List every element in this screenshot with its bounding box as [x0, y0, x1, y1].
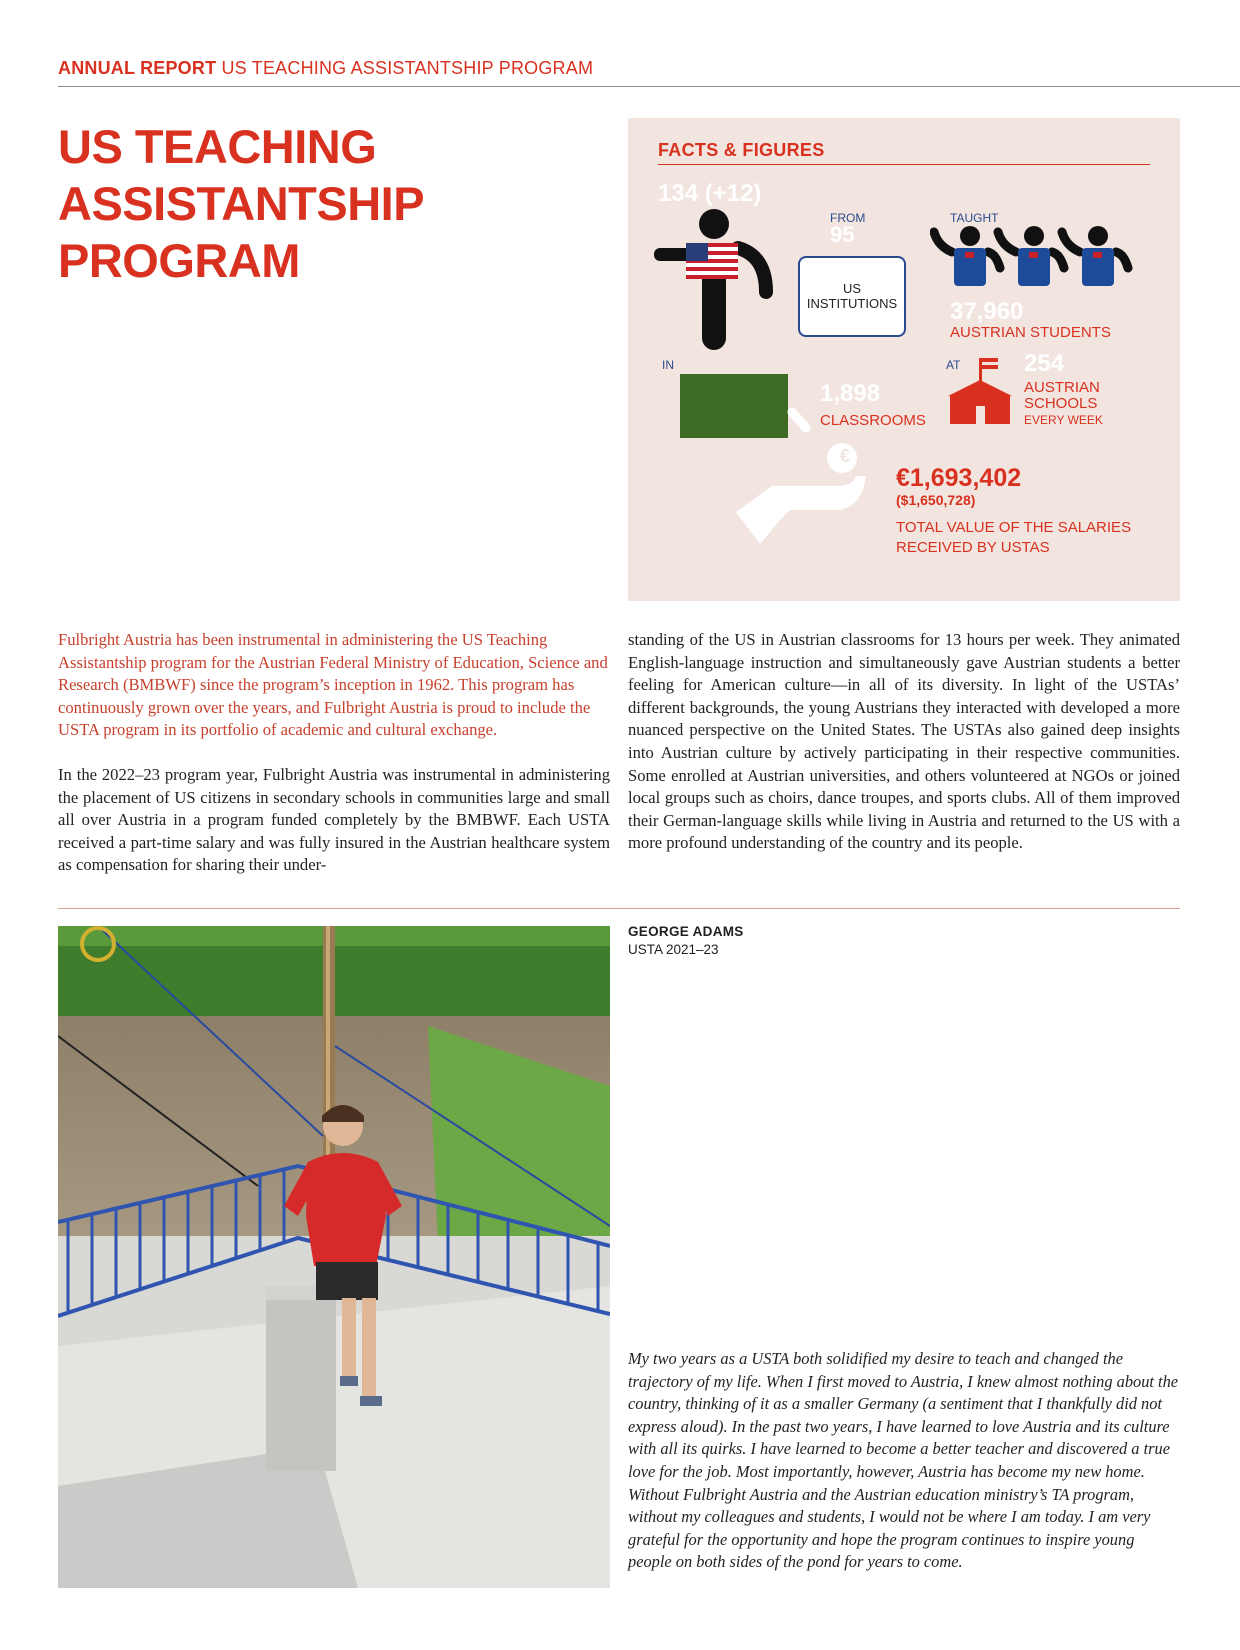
header-label-bold: ANNUAL REPORT	[58, 58, 217, 78]
schools-count: 254	[1024, 350, 1065, 377]
testimonial-role: USTA 2021–23	[628, 942, 719, 957]
school-icon	[946, 356, 1018, 426]
schools-label-1: AUSTRIAN	[1024, 379, 1100, 396]
euro-symbol: €	[839, 446, 850, 466]
section-divider	[58, 908, 1180, 909]
institutions-box	[798, 256, 906, 337]
schools-label-2: SCHOOLS	[1024, 395, 1098, 412]
page-title	[58, 118, 578, 289]
body-paragraph-2: standing of the US in Austrian classrooms for 13 hours per week. They animated English-language instruction and simultaneously gave Austrian students a better feeling for American culture—in all of its diversity. In light of the USTAs’ different backgrounds, the young Austrians they interacted with developed a more nuanced perspective on the United States. The USTAs also gained deep insights into Austrian culture by actively participating in their respective communities. Some enrolled at Austrian universities, and others volunteered at NGOs or joined local groups such as choirs, dance troupes, and sports clubs. All of them improved their German-language skills while living in Austria and returned to the US with a more profound understanding of the country and its people.	[628, 630, 1180, 853]
testimonial-photo	[58, 926, 610, 1588]
body-paragraph-1: In the 2022–23 program year, Fulbright Austria was instrumental in administering the placement of US citizens in secondary schools in communities large and small all over Austria in a program funded completely by the BMBWF. Each USTA received a part-time salary and was fully insured in the Austrian healthcare system as compensation for sharing their under-	[58, 764, 610, 875]
facts-heading: FACTS & FIGURES	[658, 140, 825, 160]
assistants-count: 134 (+12)	[658, 180, 762, 207]
classrooms-count: 1,898	[820, 380, 881, 407]
title-line-1: US TEACHING	[58, 120, 377, 173]
body-left-column	[58, 629, 610, 877]
students-count: 37,960	[950, 298, 1024, 325]
institutions-count: 95	[830, 222, 855, 247]
students-icon	[930, 224, 1134, 288]
testimonial-quote: My two years as a USTA both solidified my desire to teach and changed the trajectory of my life. When I first moved to Austria, I knew almost nothing about the country, thinking of it as a smaller Germany (a sentiment that I thankfully did not express aloud). In the past two years, I have learned to love Austria and its culture with all its quirks. I have learned to become a better teacher and discovered a true love for the job. Most importantly, however, Austria has become my new home. Without Fulbright Austria and the Austrian education ministry’s TA program, without my colleagues and students, I would not be where I am today. I am very grateful for the opportunity and hope the program continues to inspire young people on both sides of the pond for years to come.	[628, 1349, 1179, 1572]
from-label: FROM	[830, 211, 866, 225]
salary-eur: €1,693,402	[896, 464, 1022, 492]
taught-label: TAUGHT	[950, 211, 999, 225]
at-label: AT	[946, 358, 961, 372]
institutions-label-2: INSTITUTIONS	[806, 296, 898, 311]
header-divider	[58, 86, 1240, 87]
facts-panel	[628, 118, 1180, 601]
body-right-column	[628, 629, 1180, 855]
schools-label	[1024, 380, 1103, 428]
photo-graphic	[58, 926, 610, 1588]
chalkboard-icon	[680, 374, 830, 446]
header-label: US TEACHING ASSISTANTSHIP PROGRAM	[221, 58, 594, 78]
lead-paragraph: Fulbright Austria has been instrumental in administering the US Teaching Assistantship program for the Austrian Federal Ministry of Education, Science and Research (BMBWF) since the program’s inception in 1962. This program has continuously grown over the years, and Fulbright Austria is proud to include the USTA program in its portfolio of academic and cultural exchange.	[58, 630, 608, 740]
schools-label-3: EVERY WEEK	[1024, 413, 1103, 427]
students-label: AUSTRIAN STUDENTS	[950, 324, 1111, 341]
hand-coin-icon	[720, 440, 890, 550]
institutions-label-1: US	[842, 281, 862, 296]
running-header	[58, 58, 593, 79]
assistant-figure-icon	[648, 206, 778, 356]
facts-divider	[658, 164, 1150, 165]
classrooms-label: CLASSROOMS	[820, 412, 926, 429]
title-line-3: PROGRAM	[58, 234, 300, 287]
testimonial-name: GEORGE ADAMS	[628, 924, 744, 939]
title-line-2: ASSISTANTSHIP	[58, 177, 425, 230]
salary-usd: ($1,650,728)	[896, 492, 976, 508]
salary-label-2: RECEIVED BY USTAS	[896, 539, 1050, 556]
in-label: IN	[662, 358, 674, 372]
salary-label	[896, 518, 1131, 558]
salary-label-1: TOTAL VALUE OF THE SALARIES	[896, 519, 1132, 536]
